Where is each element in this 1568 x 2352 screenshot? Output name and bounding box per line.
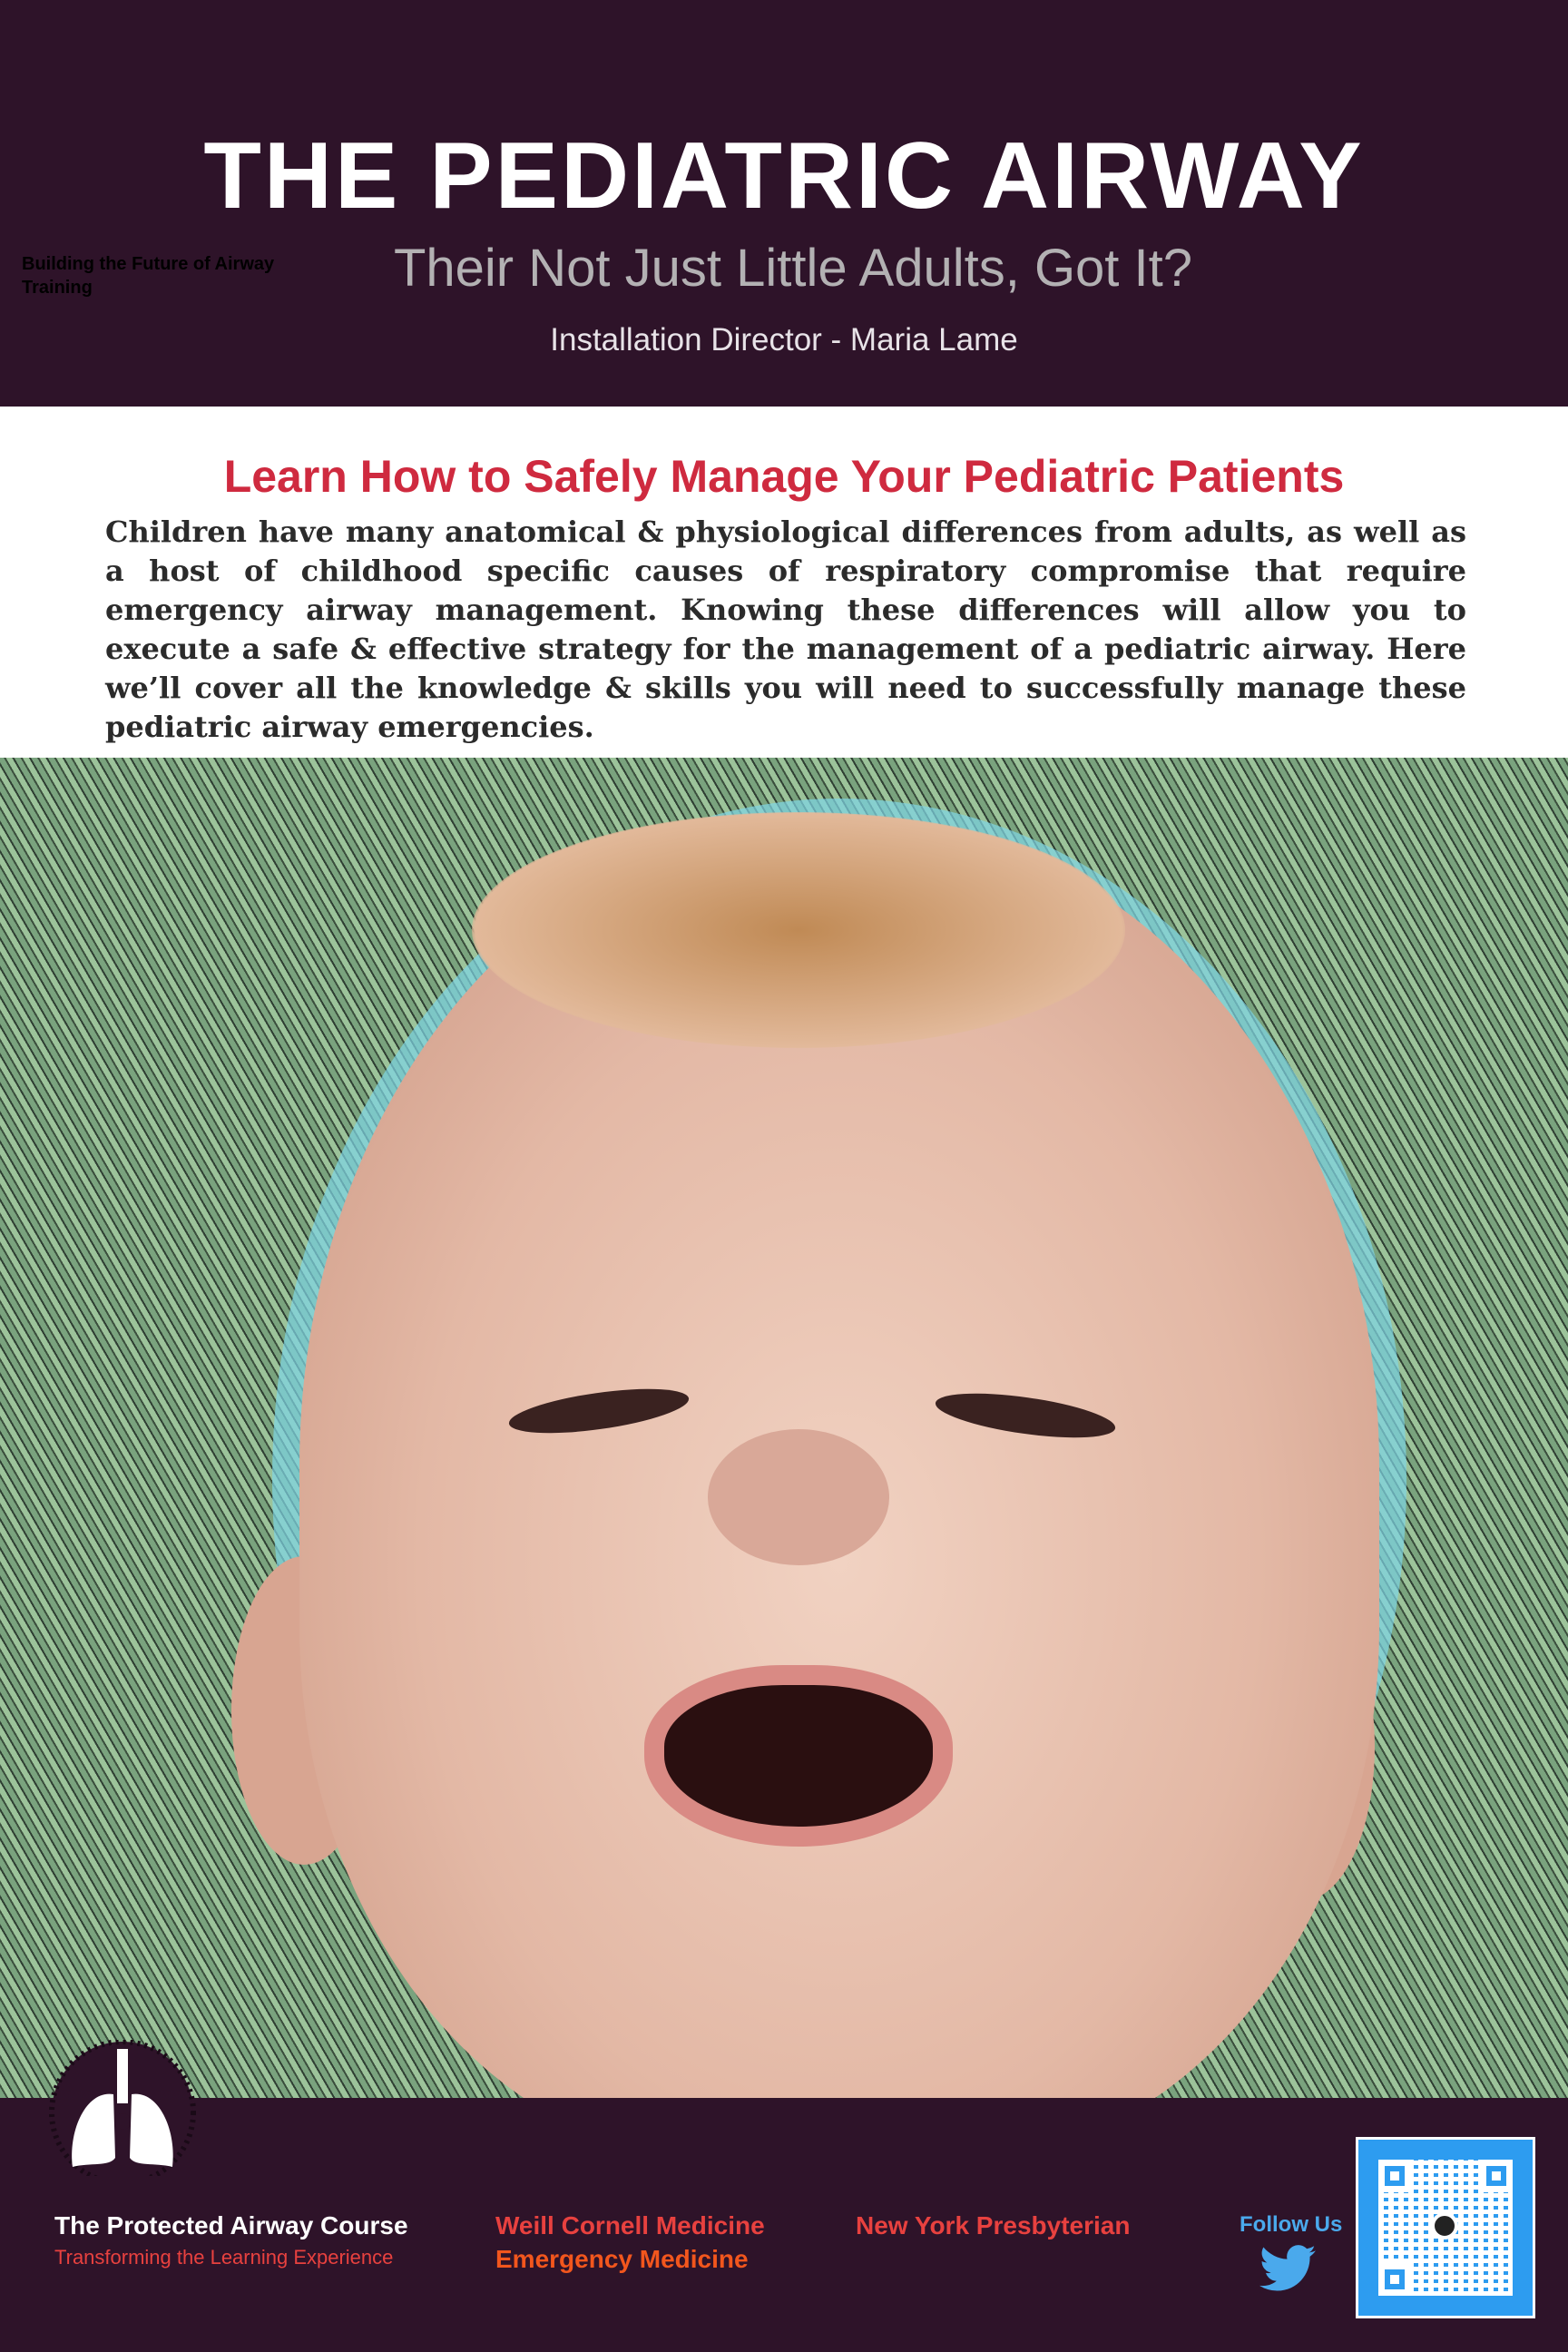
subtitle: Their Not Just Little Adults, Got It? bbox=[393, 239, 1193, 298]
new-york-presbyterian: New York Presbyterian bbox=[856, 2211, 1131, 2239]
baby-nose bbox=[708, 1429, 889, 1565]
intro-section bbox=[0, 407, 1568, 758]
qr-finder bbox=[1480, 2160, 1513, 2192]
weill-cornell: Weill Cornell Medicine bbox=[495, 2211, 765, 2239]
poster-title: THE PEDIATRIC AIRWAY bbox=[203, 123, 1365, 229]
header bbox=[0, 0, 1568, 407]
intro-body: Children have many anatomical & physiological differences from adults, as well as a host of childhood specific causes of respiratory compromise that require emergency airway management. Knowing these differences will allow you to execute a safe & effective strategy for the management of a pediatric airway. Here we’ll cover all the knowledge & skills you will need to successfully manage these pediatric airway emergencies. bbox=[105, 514, 1466, 744]
qr-finder bbox=[1378, 2160, 1411, 2192]
twitter-icon[interactable] bbox=[1259, 2244, 1316, 2293]
baby-mouth bbox=[644, 1665, 953, 1847]
lungs-logo-icon bbox=[41, 2040, 204, 2176]
baby-hair bbox=[472, 812, 1125, 1048]
follow-us-label: Follow Us bbox=[1240, 2212, 1343, 2237]
qr-center-logo-icon bbox=[1431, 2212, 1458, 2239]
crying-baby-photo bbox=[0, 758, 1568, 2098]
headline: Learn How to Safely Manage Your Pediatric Patients bbox=[223, 451, 1345, 502]
course-name: The Protected Airway Course bbox=[54, 2211, 408, 2239]
director: Installation Director - Maria Lame bbox=[550, 322, 1018, 358]
qr-finder bbox=[1378, 2263, 1411, 2296]
qr-code[interactable] bbox=[1356, 2137, 1535, 2318]
course-tagline: Transforming the Learning Experience bbox=[54, 2246, 394, 2269]
tagline: Building the Future of Airway Training bbox=[22, 254, 275, 298]
emergency-medicine: Emergency Medicine bbox=[495, 2245, 749, 2273]
qr-pattern bbox=[1378, 2160, 1513, 2296]
